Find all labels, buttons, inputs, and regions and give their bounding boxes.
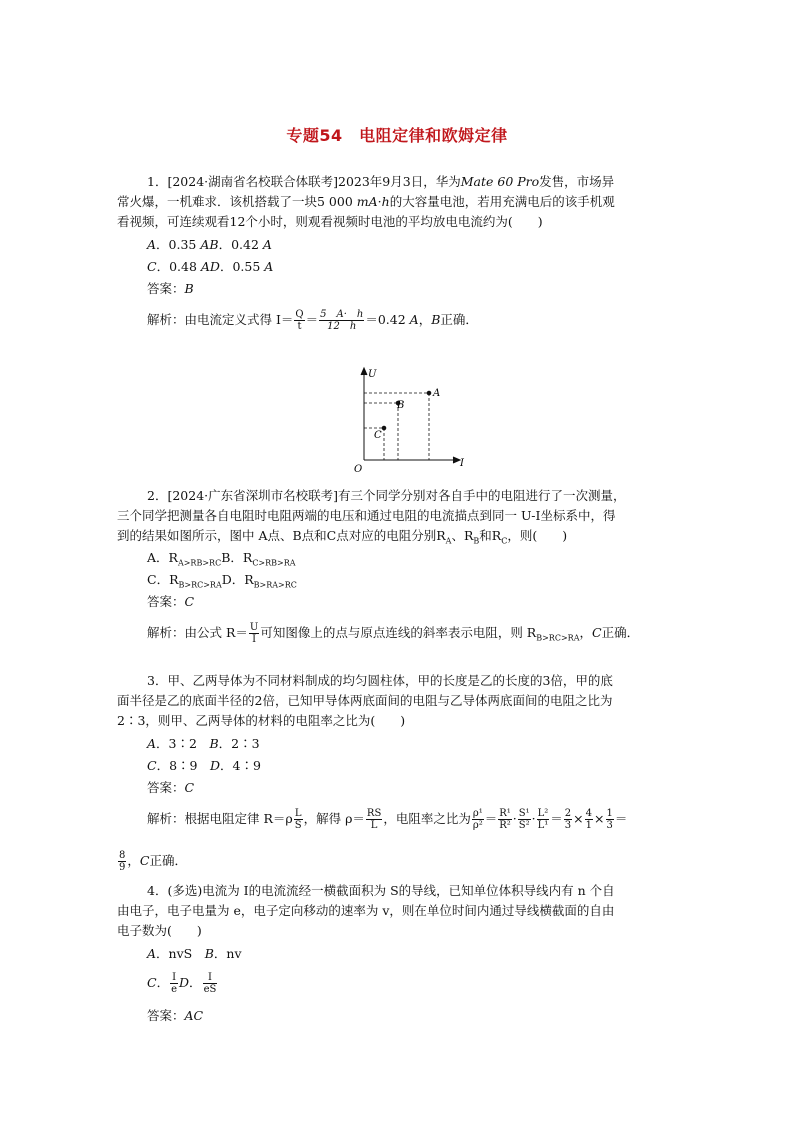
q2-answer: 答案：C <box>147 594 195 609</box>
point-a <box>427 391 432 396</box>
origin-label: O <box>354 464 363 474</box>
q1-opt-cd: AD <box>200 259 220 274</box>
graph-axes <box>361 368 460 463</box>
q3-frac-2-3: $\frac{2}{3}$ <box>564 808 572 831</box>
q4-options-cd: C． $\frac{I}{e}$ D． $\frac{I}{eS}$ <box>147 972 217 995</box>
q3-line-1: 3．甲、乙两导体为不同材料制成的均匀圆柱体，甲的长度是乙的长度的3倍，甲的底 <box>147 673 613 688</box>
q1-exp-c: ＝0.42 <box>365 312 410 327</box>
point-b-label: B <box>397 400 405 411</box>
point-c-label: C <box>374 430 382 441</box>
q4-line-2: 由电子，电子电量为 e，电子定向移动的速率为 v，则在单位时间内通过导线横截面的自由 <box>117 903 615 918</box>
q1-unit-ma: mA <box>356 194 378 209</box>
q2-answer-value: C <box>184 594 195 609</box>
q1-explanation <box>147 309 478 332</box>
axis-u-label: U <box>368 369 377 380</box>
q1-opt-a: ．0.35 <box>156 237 201 252</box>
q1-frac-q-t: $\frac{Q}{t}$ <box>295 309 304 332</box>
q1-opt-d: ．0.55 <box>219 259 265 274</box>
q1-unit-h: h <box>381 194 390 209</box>
q2-line-2: 三个同学把测量各自电阻时电阻两端的电压和通过电阻的电流描点到同一 U-I坐标系中，得 <box>117 508 616 523</box>
q1-exp-b-letter: B <box>431 312 441 327</box>
point-c <box>382 426 387 431</box>
q1-line-3: 看视频，可连续观看12个小时，则观看视频时电池的平均放电电流约为( ) <box>117 214 543 229</box>
q1-answer-label: 答案： <box>147 281 185 296</box>
q2-line-3: 到的结果如图所示，图中 A点、B点和C点对应的电阻分别$R_A$、$R_B$和$R_C$，则( ) <box>117 528 568 546</box>
q4-frac-i-e: $\frac{I}{e}$ <box>171 972 178 995</box>
q4-line-1: 4．(多选)电流为 I的电流流经一横截面积为 S的导线，已知单位体积导线内有 n 个自 <box>147 883 615 898</box>
q1-opt-b-unit: A <box>262 237 272 252</box>
q3-answer-value: C <box>184 780 195 795</box>
q1-answer <box>147 279 194 299</box>
q4-answer: 答案：AC <box>147 1008 204 1023</box>
q1-opt-a-letter: A <box>147 237 157 252</box>
q1-line-2 <box>117 192 615 212</box>
q1-opt-c-letter: C <box>147 259 157 274</box>
q2-explanation: 解析：由公式 R＝ $\frac{U}{I}$ 可知图像上的点与原点连线的斜率表示电阻，则 $R_{B>RC>RA}$，C正确． <box>147 622 640 645</box>
ui-graph <box>346 362 476 474</box>
q1-exp-b: ＝ <box>305 312 319 327</box>
q1-unit-dot: · <box>377 194 382 209</box>
q2-frac-u-i: $\frac{U}{I}$ <box>249 622 259 645</box>
q1-frac-value: $\frac{5 A\cdot h}{12 h}$ <box>320 309 364 332</box>
q2-options-ab: A．$R_{A>RB>RC}B$．$R_{C>RB>RA}$ <box>147 550 296 568</box>
q3-options-cd: C．8∶9 D．4∶9 <box>147 758 261 773</box>
page-title: 专题54 电阻定律和欧姆定律 <box>286 126 508 145</box>
q3-frac-s: $\frac{\text{S¹}}{\text{S²}}$ <box>518 808 530 831</box>
q3-frac-8-9: $\frac{8}{9}$ <box>119 850 126 873</box>
q1-opt-ab: AB <box>200 237 219 252</box>
q4-frac-i-es: $\frac{I}{eS}$ <box>203 972 217 995</box>
q3-line-3: 2∶3，则甲、乙两导体的材料的电阻率之比为( ) <box>117 713 406 728</box>
axis-i-label: I <box>460 458 464 469</box>
q1-text-d: 的大容量电池，若用充满电后的该手机观 <box>389 194 615 209</box>
q2-options-cd: C．$R_{B>RC>RA}D$．$R_{B>RA>RC}$ <box>147 572 297 590</box>
q3-explanation: 解析：根据电阻定律 R＝ρ $\frac{L}{S}$ ，解得 ρ＝ $\frac{RS}{L}$ ，电阻率之比为 $\frac{\text{ρ¹}}{\text{ρ²}}$ ＝ $\frac{\text{R¹}}{\text{R²}}$ · $\frac{\text{S¹}}{\text{S²}}$ · $\frac{\text{L²}}{\text{L¹}}$ ＝ $\frac{2}{3}$ × $\frac{4}{1}$ × $\frac{1}{3}$ ＝ <box>147 808 628 831</box>
point-a-label: A <box>433 388 441 399</box>
q3-options-ab: A．3∶2 B．2∶3 <box>147 736 260 751</box>
q1-answer-value: B <box>184 281 194 296</box>
q4-options-ab: A．nvS B．nv <box>147 946 242 961</box>
q3-frac-4-1: $\frac{4}{1}$ <box>585 808 593 831</box>
q1-opt-d-unit: A <box>264 259 274 274</box>
q2-line-1: 2．[2024·广东省深圳市名校联考]有三个同学分别对各自手中的电阻进行了一次测量， <box>147 488 626 503</box>
q1-exp-d: ， <box>418 312 432 327</box>
q1-line-1 <box>147 172 614 192</box>
q3-frac-1-3: $\frac{1}{3}$ <box>606 808 613 831</box>
q1-text-c: 常火爆，一机难求．该机搭载了一块5 000 <box>117 194 357 209</box>
q1-text-b: 发售，市场异 <box>539 174 615 189</box>
q1-opt-b: ．0.42 <box>218 237 263 252</box>
q1-exp-e: 正确． <box>440 312 478 327</box>
q1-exp-unit: A <box>409 312 419 327</box>
q3-frac-l: $\frac{\text{L²}}{\text{L¹}}$ <box>537 808 549 831</box>
q3-frac-l-s: $\frac{L}{S}$ <box>294 808 302 831</box>
q3-explanation-tail: $\frac{8}{9}$ ，C正确． <box>119 850 187 873</box>
q3-frac-r: $\frac{\text{R¹}}{\text{R²}}$ <box>499 808 511 831</box>
q1-text-a: 1．[2024·湖南省名校联合体联考]2023年9月3日，华为 <box>147 174 461 189</box>
q1-opt-c: ．0.48 <box>156 259 201 274</box>
q3-frac-rs-l: $\frac{RS}{L}$ <box>366 808 382 831</box>
q3-answer: 答案：C <box>147 780 195 795</box>
q1-options-ab <box>147 235 272 255</box>
q4-answer-value: AC <box>184 1008 204 1023</box>
q3-line-2: 面半径是乙的底面半径的2倍，已知甲导体两底面间的电阻与乙导体两底面间的电阻之比为 <box>117 693 613 708</box>
q1-options-cd <box>147 257 273 277</box>
q1-exp-a: 解析：由电流定义式得 I＝ <box>147 312 294 327</box>
q1-text-it: Mate 60 Pro <box>460 174 540 189</box>
q4-line-3: 电子数为( ) <box>117 923 202 938</box>
q3-frac-rho: $\frac{\text{ρ¹}}{\text{ρ²}}$ <box>472 808 483 831</box>
